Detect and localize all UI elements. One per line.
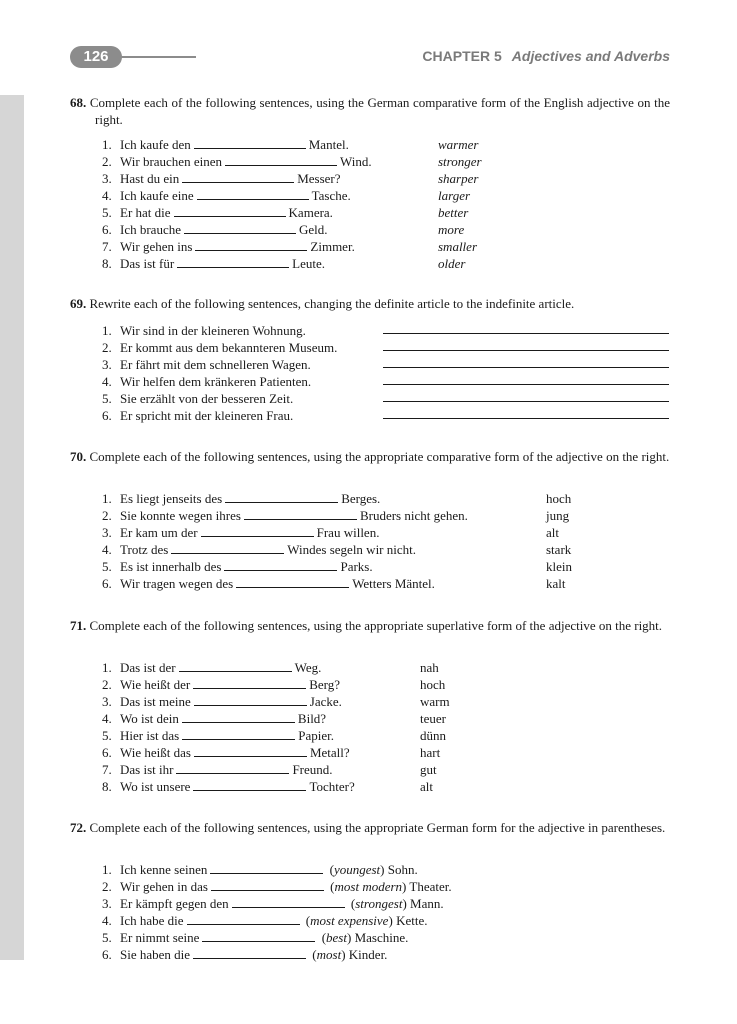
hint-word: smaller [438,239,477,254]
hint-word: warm [420,694,450,709]
exercise-71-item [102,710,326,727]
item-number: 6. [102,408,112,423]
exercise-72-item [102,946,387,963]
item-number: 1. [102,491,112,506]
hint-word: klein [546,559,572,574]
paren-open: ( [321,930,327,945]
exercise-number: 72. [70,820,87,835]
answer-blank[interactable] [201,524,314,537]
sentence-start: Wie heißt das [120,745,191,760]
answer-blank[interactable] [184,221,296,234]
sentence-start: Hast du ein [120,171,180,186]
sentence-end: Frau willen. [316,525,380,540]
hint-word: warmer [438,137,479,152]
item-number: 1. [102,137,112,152]
hint-word: best [326,930,347,945]
hint-word: nah [420,660,439,675]
exercise-69-item [102,390,293,407]
sentence-start: Er nimmt seine [120,930,200,945]
paren-open: ( [350,896,356,911]
item-number: 5. [102,391,112,406]
paren-close: ) [380,862,385,877]
exercise-number: 71. [70,618,87,633]
item-number: 1. [102,323,112,338]
sentence-text: Er kommt aus dem bekannteren Museum. [120,340,338,355]
answer-blank[interactable] [193,946,306,959]
sentence-start: Wo ist dein [120,711,179,726]
answer-blank[interactable] [187,912,300,925]
item-number: 3. [102,171,112,186]
sentence-start: Ich brauche [120,222,181,237]
sentence-end: Tochter? [309,779,355,794]
chapter-label: CHAPTER 5 [422,48,502,64]
sentence-start: Wie heißt der [120,677,191,692]
hint-word: stronger [438,154,482,169]
exercise-70-item [102,558,373,575]
item-number: 4. [102,913,112,928]
answer-blank[interactable] [211,878,324,891]
sentence-start: Ich kenne seinen [120,862,208,877]
sentence-end: Berges. [341,491,381,506]
sentence-start: Das ist ihr [120,762,174,777]
sentence-end: Messer? [297,171,341,186]
sentence-start: Das ist meine [120,694,191,709]
answer-blank[interactable] [225,153,337,166]
exercise-70-item [102,541,416,558]
paren-close: ) [388,913,393,928]
answer-blank[interactable] [193,676,306,689]
exercise-72-item [102,912,427,929]
exercise-70-item [102,490,380,507]
sentence-end: Berg? [309,677,341,692]
answer-blank[interactable] [194,136,306,149]
exercise-72-item [102,895,444,912]
answer-line[interactable] [383,383,669,385]
answer-blank[interactable] [179,659,292,672]
sentence-end: Parks. [340,559,373,574]
sentence-end: Freund. [292,762,333,777]
exercise-69-item [102,322,306,339]
sentence-text: Wir sind in der kleineren Wohnung. [120,323,306,338]
item-number: 3. [102,694,112,709]
margin-bar [0,95,24,960]
item-number: 3. [102,525,112,540]
answer-blank[interactable] [224,558,337,571]
sentence-end: Mann. [410,896,444,911]
answer-blank[interactable] [236,575,349,588]
exercise-70-item [102,524,379,541]
exercise-71-item [102,744,350,761]
exercise-68-item [102,238,355,255]
paren-close: ) [402,879,407,894]
sentence-start: Ich habe die [120,913,184,928]
item-number: 6. [102,222,112,237]
sentence-start: Trotz des [120,542,169,557]
hint-word: alt [546,525,559,540]
sentence-end: Kamera. [288,205,333,220]
sentence-end: Jacke. [309,694,342,709]
sentence-end: Leute. [292,256,326,271]
sentence-end: Windes segeln wir nicht. [287,542,417,557]
sentence-start: Er kämpft gegen den [120,896,229,911]
chapter-title: Adjectives and Adverbs [511,48,670,64]
hint-word: more [438,222,465,237]
item-number: 6. [102,947,112,962]
answer-blank[interactable] [232,895,345,908]
exercise-number: 68. [70,95,87,110]
answer-blank[interactable] [195,238,307,251]
answer-line[interactable] [383,417,669,419]
answer-line[interactable] [383,332,669,334]
sentence-text: Sie erzählt von der besseren Zeit. [120,391,294,406]
sentence-start: Es liegt jenseits des [120,491,223,506]
exercise-68-item [102,170,341,187]
item-number: 1. [102,660,112,675]
answer-blank[interactable] [182,727,295,740]
sentence-end: Kinder. [348,947,388,962]
instruction-text: Complete each of the following sentences, using the German comparative form of the English adjective on the right. [89,95,671,127]
sentence-end: Papier. [298,728,334,743]
paren-open: ( [329,862,334,877]
item-number: 6. [102,576,112,591]
sentence-end: Zimmer. [310,239,355,254]
sentence-start: Ich kaufe den [120,137,191,152]
sentence-end: Maschine. [354,930,409,945]
exercise-70-item [102,507,468,524]
exercise-69-item [102,356,311,373]
instruction-text: Complete each of the following sentences, using the appropriate superlative form of the adjective on the right. [89,618,663,633]
hint-word: hart [420,745,441,760]
item-number: 4. [102,542,112,557]
answer-blank[interactable] [225,490,338,503]
answer-blank[interactable] [177,255,289,268]
answer-blank[interactable] [171,541,284,554]
hint-word: youngest [333,862,381,877]
sentence-end: Weg. [294,660,322,675]
item-number: 3. [102,357,112,372]
exercise-68-item [102,187,351,204]
sentence-start: Hier ist das [120,728,180,743]
item-number: 5. [102,559,112,574]
item-number: 2. [102,508,112,523]
item-number: 6. [102,745,112,760]
hint-word: better [438,205,469,220]
exercise-71-item [102,761,333,778]
item-number: 2. [102,340,112,355]
answer-line[interactable] [383,366,669,368]
answer-line[interactable] [383,400,669,402]
hint-word: larger [438,188,471,203]
paren-close: ) [346,930,352,945]
header-rule [120,56,196,58]
page-number: 126 [70,46,122,68]
sentence-end: Mantel. [308,137,349,152]
sentence-start: Er kam um der [120,525,198,540]
chapter-heading [422,48,670,64]
exercise-71-item [102,727,334,744]
item-number: 2. [102,677,112,692]
exercise-68-item [102,136,349,153]
item-number: 2. [102,879,112,894]
hint-word: stark [546,542,572,557]
paren-close: ) [341,947,346,962]
paren-close: ) [402,896,407,911]
sentence-start: Sie haben die [120,947,191,962]
sentence-start: Sie konnte wegen ihres [120,508,241,523]
sentence-start: Es ist innerhalb des [120,559,222,574]
item-number: 4. [102,374,112,389]
sentence-end: Geld. [299,222,328,237]
hint-word: hoch [546,491,572,506]
sentence-text: Wir helfen dem kränkeren Patienten. [120,374,312,389]
hint-word: older [438,256,466,271]
hint-word: most expensive [310,913,389,928]
exercise-69-instruction [70,295,670,312]
hint-word: most [316,947,342,962]
hint-word: kalt [546,576,566,591]
exercise-72-item [102,929,408,946]
exercise-71-item [102,676,340,693]
paren-open: ( [330,879,335,894]
exercise-69-item [102,407,293,424]
hint-word: sharper [438,171,479,186]
exercise-71-instruction [70,617,670,634]
item-number: 2. [102,154,112,169]
exercise-72-instruction [70,819,670,836]
answer-blank[interactable] [197,187,309,200]
item-number: 3. [102,896,112,911]
exercise-68-instruction [70,94,670,128]
answer-blank[interactable] [202,929,315,942]
paren-open: ( [305,913,311,928]
answer-line[interactable] [383,349,669,351]
sentence-end: Metall? [309,745,350,760]
instruction-text: Rewrite each of the following sentences, changing the definite article to the indefinite article. [89,296,575,311]
exercise-number: 69. [70,296,87,311]
sentence-start: Das ist für [120,256,175,271]
answer-blank[interactable] [210,861,323,874]
hint-word: jung [546,508,570,523]
sentence-start: Das ist der [120,660,176,675]
hint-word: alt [420,779,433,794]
exercise-72-item [102,878,452,895]
exercise-69-item [102,373,311,390]
exercise-70-item [102,575,435,592]
sentence-start: Wir gehen ins [120,239,193,254]
answer-blank[interactable] [244,507,357,520]
item-number: 7. [102,762,112,777]
item-number: 4. [102,711,112,726]
exercise-71-item [102,659,321,676]
sentence-text: Er spricht mit der kleineren Frau. [120,408,294,423]
sentence-end: Sohn. [387,862,418,877]
instruction-text: Complete each of the following sentences, using the appropriate comparative form of the adjective on the right. [89,449,670,464]
exercise-71-item [102,778,355,795]
hint-word: strongest [355,896,403,911]
item-number: 8. [102,779,112,794]
hint-word: dünn [420,728,446,743]
exercise-70-instruction [70,448,670,465]
exercise-69-item [102,339,337,356]
answer-blank[interactable] [194,693,307,706]
sentence-end: Wind. [339,154,372,169]
item-number: 5. [102,205,112,220]
sentence-start: Wo ist unsere [120,779,191,794]
hint-word: hoch [420,677,446,692]
exercise-71-item [102,693,342,710]
exercise-68-item [102,153,372,170]
item-number: 8. [102,256,112,271]
exercise-72-item [102,861,418,878]
sentence-end: Kette. [396,913,428,928]
item-number: 4. [102,188,112,203]
sentence-text: Er fährt mit dem schnelleren Wagen. [120,357,311,372]
item-number: 7. [102,239,112,254]
exercise-68-item [102,255,325,272]
exercise-number: 70. [70,449,87,464]
item-number: 5. [102,930,112,945]
sentence-end: Theater. [409,879,452,894]
exercise-68-item [102,221,328,238]
sentence-start: Wir tragen wegen des [120,576,234,591]
hint-word: teuer [420,711,446,726]
answer-blank[interactable] [174,204,286,217]
exercise-68-item [102,204,333,221]
answer-blank[interactable] [182,170,294,183]
hint-word: most modern [334,879,403,894]
item-number: 5. [102,728,112,743]
answer-blank[interactable] [193,778,306,791]
hint-word: gut [420,762,437,777]
sentence-end: Tasche. [311,188,351,203]
item-number: 1. [102,862,112,877]
sentence-end: Bruders nicht gehen. [359,508,468,523]
sentence-end: Wetters Mäntel. [352,576,435,591]
sentence-start: Er hat die [120,205,171,220]
sentence-start: Ich kaufe eine [120,188,194,203]
answer-blank[interactable] [194,744,307,757]
sentence-start: Wir brauchen einen [120,154,222,169]
answer-blank[interactable] [176,761,289,774]
instruction-text: Complete each of the following sentences, using the appropriate German form for the adjective in parentheses. [89,820,666,835]
sentence-start: Wir gehen in das [120,879,208,894]
answer-blank[interactable] [182,710,295,723]
sentence-end: Bild? [297,711,327,726]
paren-open: ( [312,947,317,962]
